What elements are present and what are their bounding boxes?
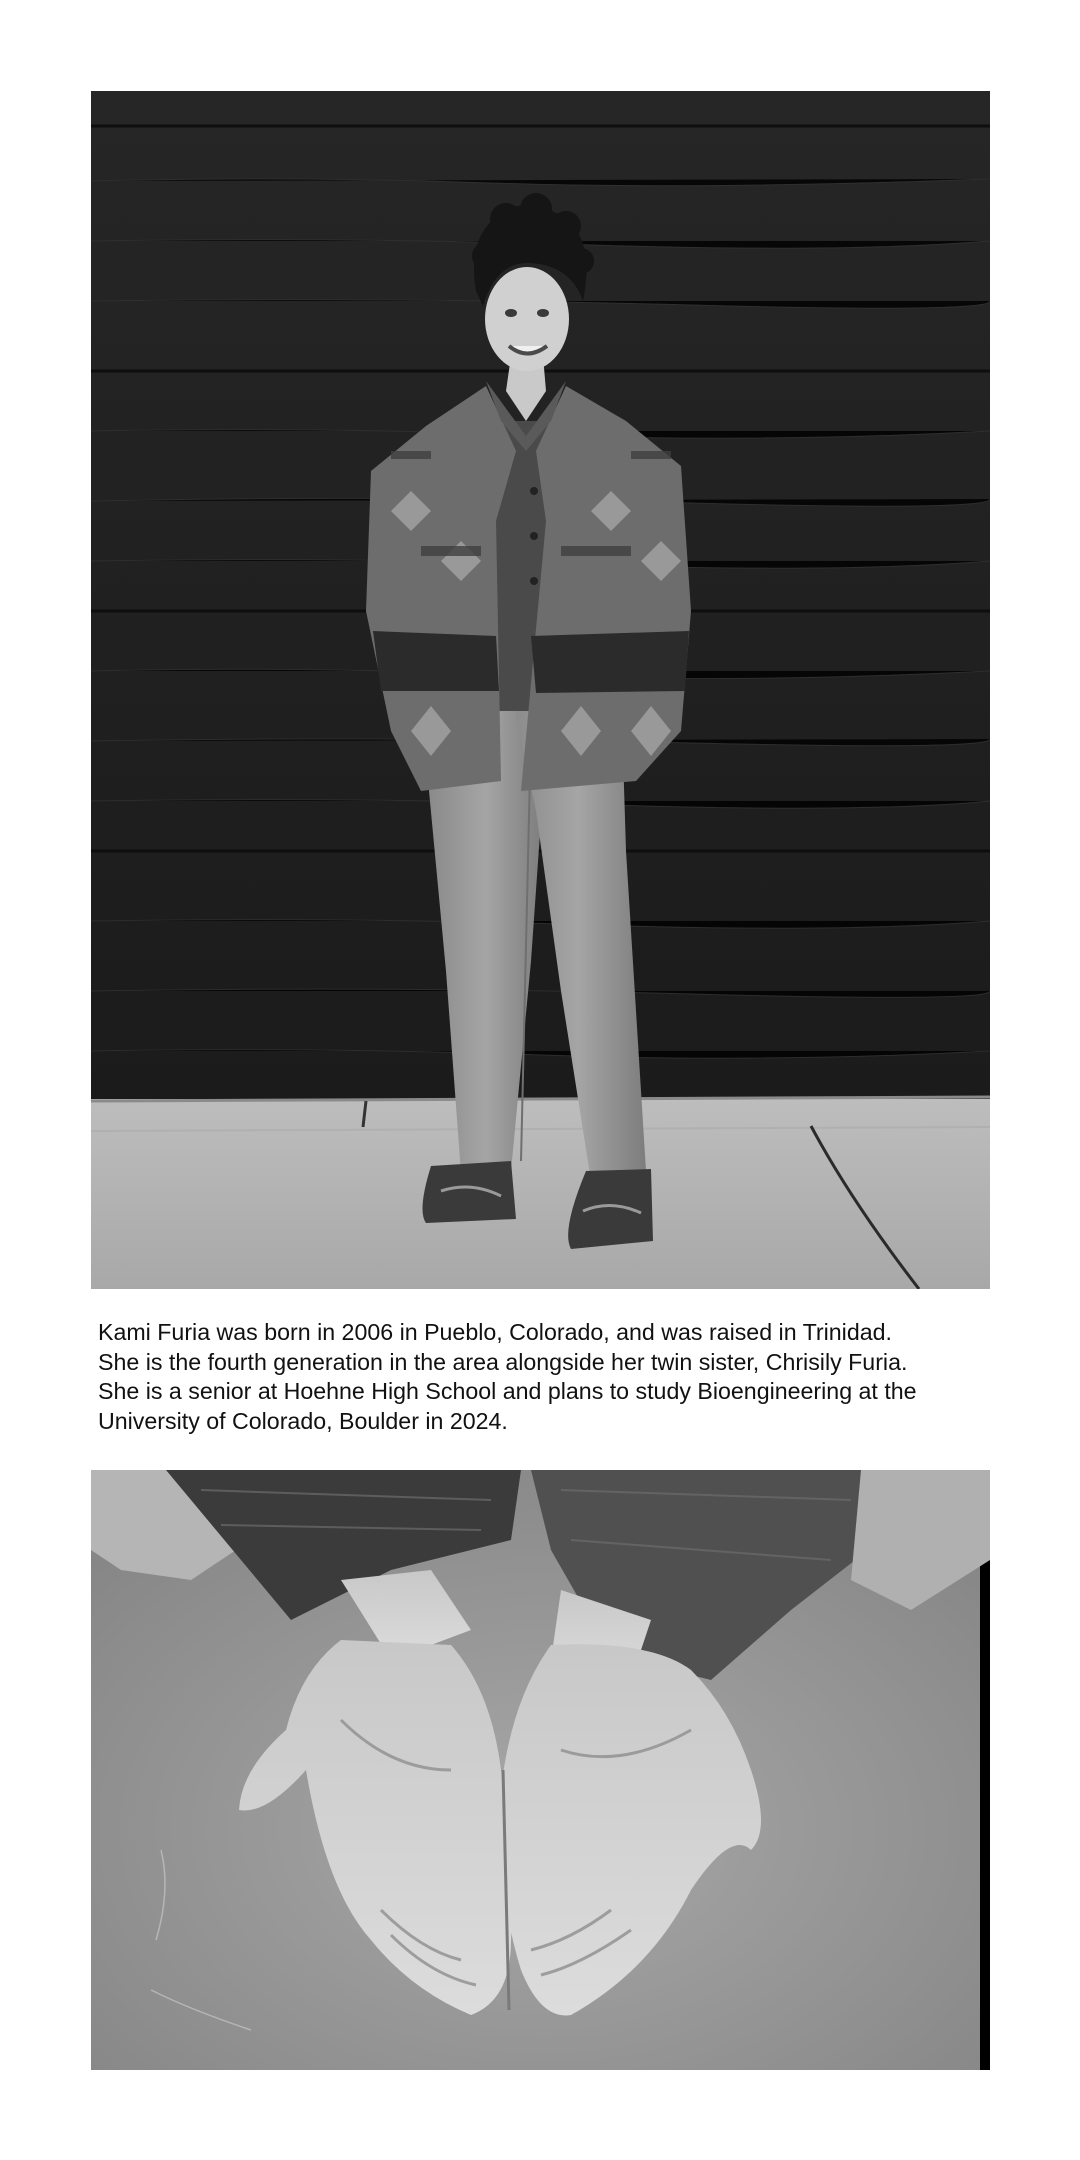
hands-photo-graphic bbox=[91, 1470, 990, 2070]
caption-line: Kami Furia was born in 2006 in Pueblo, Colorado, and was raised in Trinidad. bbox=[98, 1319, 892, 1345]
caption-line: University of Colorado, Boulder in 2024. bbox=[98, 1407, 508, 1434]
portrait-photo-graphic bbox=[91, 91, 990, 1289]
caption-line: She is the fourth generation in the area alongside her twin sister, Chrisily Furia. bbox=[98, 1348, 908, 1375]
photo-caption bbox=[98, 1318, 998, 1436]
caption-line: She is a senior at Hoehne High School and plans to study Bioengineering at the bbox=[98, 1378, 917, 1404]
hands-photo bbox=[91, 1470, 990, 2070]
portrait-photo bbox=[91, 91, 990, 1289]
